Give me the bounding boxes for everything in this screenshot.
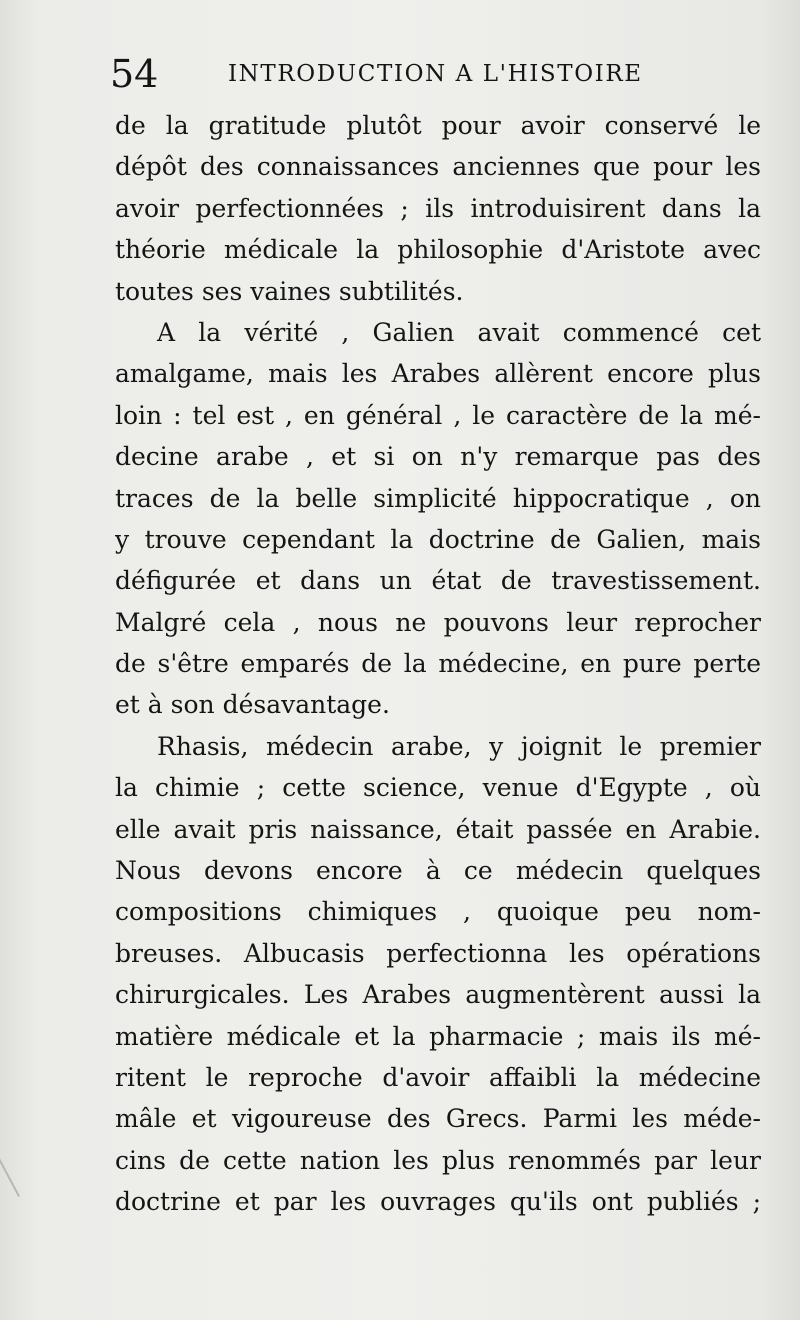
text-line: elle avait pris naissance, était passée en Arabie. [115,814,761,844]
text-line: Nous devons encore à ce médecin quelques [115,856,761,886]
text-line: ritent le reproche d'avoir affaibli la médecine [115,1062,761,1092]
text-line: breuses. Albucasis perfectionna les opérations [115,938,761,968]
text-line: avoir perfectionnées ; ils introduisirent dans la [115,193,761,223]
text-line: doctrine et par les ouvrages qu'ils ont publiés ; [115,1187,761,1217]
text-line: compositions chimiques , quoique peu nom- [115,897,761,927]
text-line: défigurée et dans un état de travestissement. [115,566,761,596]
page-header [110,48,750,100]
text-line: Rhasis, médecin arabe, y joignit le premier [157,731,761,761]
text-line: matière médicale et la pharmacie ; mais ils mé- [115,1021,761,1051]
text-line: de s'être emparés de la médecine, en pure perte [115,649,761,679]
text-line: A la vérité , Galien avait commencé cet [157,317,761,347]
text-line: cins de cette nation les plus renommés par leur [115,1145,761,1175]
running-head: INTRODUCTION A L'HISTOIRE [228,61,643,87]
text-line: toutes ses vaines subtilités. [115,276,464,306]
text-line: et à son désavantage. [115,690,390,720]
text-line: amalgame, mais les Arabes allèrent encore plus [115,359,761,389]
text-line: la chimie ; cette science, venue d'Egypte , où [115,773,761,803]
page-fold-mark [0,1143,20,1197]
text-line: Malgré cela , nous ne pouvons leur reprocher [115,607,761,637]
text-line: decine arabe , et si on n'y remarque pas des [115,442,761,472]
text-line: mâle et vigoureuse des Grecs. Parmi les méde- [115,1104,761,1134]
page-number: 54 [110,52,159,96]
body-text [115,105,761,1223]
text-line: chirurgicales. Les Arabes augmentèrent aussi la [115,980,761,1010]
text-line: théorie médicale la philosophie d'Aristote avec [115,235,761,265]
text-line: loin : tel est , en général , le caractère de la mé- [115,400,761,430]
text-line: de la gratitude plutôt pour avoir conservé le [115,111,761,140]
text-line: dépôt des connaissances anciennes que pour les [115,152,761,182]
text-line: y trouve cependant la doctrine de Galien, mais [115,524,761,554]
text-line: traces de la belle simplicité hippocratique , on [115,483,761,513]
